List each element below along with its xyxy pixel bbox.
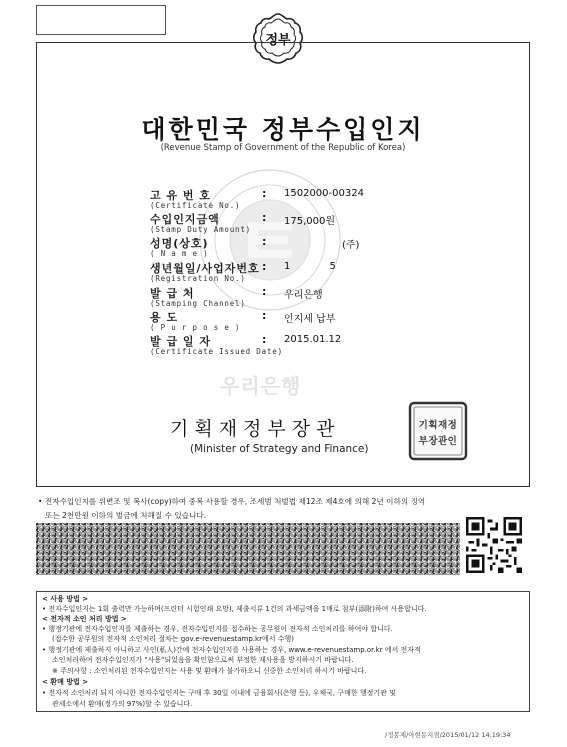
field-value-name: (주) xyxy=(342,240,360,251)
field-value-purpose: 인지세 납부 xyxy=(284,314,336,325)
document-subtitle: (Revenue Stamp of Government of the Republic of Korea) xyxy=(160,143,406,153)
official-seal-icon xyxy=(407,400,469,462)
minister-title-ko: 기획재정부장관 xyxy=(170,418,341,440)
official-seal-text xyxy=(419,419,458,431)
instruction-line: • 행정기관에 제출하지 아니하고 사인(私人)간에 전자수입인지를 사용하는 경우, www.e-revenuestamp.or.kr 에서 전자적 xyxy=(42,646,421,654)
field-label-stamp-amount: 수입인지금액 xyxy=(150,213,220,226)
warning-line: • 전자수입인지를 위변조 및 복사(copy)하여 중복 사용할 경우, 조세범 처벌법 제12조 제4호에 의해 2년 이하의 징역 xyxy=(38,497,426,506)
field-label-stamping-channel: 발 급 처 xyxy=(150,287,195,300)
bank-watermark: 우리은행 xyxy=(220,374,302,398)
instruction-line: • 전자수입인지는 1회 출력만 가능하며(프린터 시험인쇄 요망), 제출서류 1건의 과세금액을 1매로 첨부(添附)하여 사용합니다. xyxy=(42,605,427,613)
seal-line-1: 기획재정 xyxy=(418,420,458,431)
watermark-emblem-icon xyxy=(190,160,350,320)
print-footer: /정봉재/아현동지점/2015/01/12 14:19:34 xyxy=(385,731,511,739)
forgery-warning xyxy=(38,495,528,523)
field-colon: : xyxy=(262,211,267,224)
security-pattern-strip xyxy=(36,523,460,575)
field-value-certificate-no: 1502000-00324 xyxy=(284,188,364,199)
field-sub-registration-no: (Registration No.) xyxy=(150,274,246,283)
instruction-heading: < 전자적 소인 처리 방법 > xyxy=(42,615,127,623)
seal-line-2: 부장관인 xyxy=(418,436,458,447)
field-colon: : xyxy=(262,309,267,322)
instruction-note: ※ 주의사항 : 소인처리된 전자수입인지는 사용 및 환매가 불가하오니 신중한 소인처리 하시기 바랍니다. xyxy=(52,667,367,675)
document-title: 대한민국 정부수입인지 xyxy=(141,115,425,144)
instruction-heading: < 사용 방법 > xyxy=(42,595,89,603)
field-sub-certificate-no: (Certificate No.) xyxy=(150,201,241,210)
field-label-name: 성명(상호) xyxy=(150,237,209,250)
field-colon: : xyxy=(262,187,267,200)
field-sub-issued-date: (Certificate Issued Date) xyxy=(150,347,283,356)
seal-text: 정부 xyxy=(265,33,291,48)
field-label-issued-date: 발 급 일 자 xyxy=(150,335,211,348)
official-seal-text-2 xyxy=(419,435,458,447)
field-sub-stamp-amount: (Stamp Duty Amount) xyxy=(150,225,251,234)
field-value-issued-date: 2015.01.12 xyxy=(284,334,342,345)
field-value-stamping-channel: 우리은행 xyxy=(284,290,323,301)
field-colon: : xyxy=(262,260,267,273)
instruction-line: 소인처리하여 전자수입인지가 "사용"되었음을 확인함으로써 부정한 재사용을 방지하시기 바랍니다. xyxy=(52,656,354,664)
field-label-registration-no: 생년월일/사업자번호 xyxy=(150,262,260,275)
field-sub-name: ( N a m e ) xyxy=(150,249,209,258)
field-value-registration-no: 1 5 xyxy=(284,261,354,272)
top-left-box xyxy=(36,5,166,35)
instruction-line: (접수한 공무원의 전자적 소인처리 절차는 gov.e-revenuestamp.kr에서 수행) xyxy=(52,635,294,643)
field-colon: : xyxy=(262,333,267,346)
field-label-certificate-no: 고 유 번 호 xyxy=(150,189,211,202)
field-label-purpose: 용 도 xyxy=(150,311,179,324)
warning-line: 또는 2천만원 이하의 벌금에 처해질 수 있습니다. xyxy=(45,511,207,520)
qr-code-icon xyxy=(466,517,522,573)
instruction-heading: < 환매 방법 > xyxy=(42,678,89,686)
field-colon: : xyxy=(262,235,267,248)
instruction-line: • 행정기관에 전자수입인지를 제출하는 경우, 전자수입인지를 접수하는 공무원이 전자적 소인처리를 하여야 합니다. xyxy=(42,625,393,633)
minister-title-en: (Minister of Strategy and Finance) xyxy=(190,443,369,455)
instruction-line: 관세소에서 환매(정가의 97%)할 수 있습니다. xyxy=(52,700,193,708)
field-value-stamp-amount: 175,000원 xyxy=(284,216,336,227)
field-colon: : xyxy=(262,285,267,298)
field-sub-stamping-channel: (Stamping Channel) xyxy=(150,299,246,308)
instruction-line: • 전자적 소인처리 되지 아니한 전자수입인지는 구매 후 30일 이내에 금융회사(은행 등), 우체국, 구매한 행정기관 및 xyxy=(42,689,396,697)
field-sub-purpose: ( P u r p o s e ) xyxy=(150,323,241,332)
